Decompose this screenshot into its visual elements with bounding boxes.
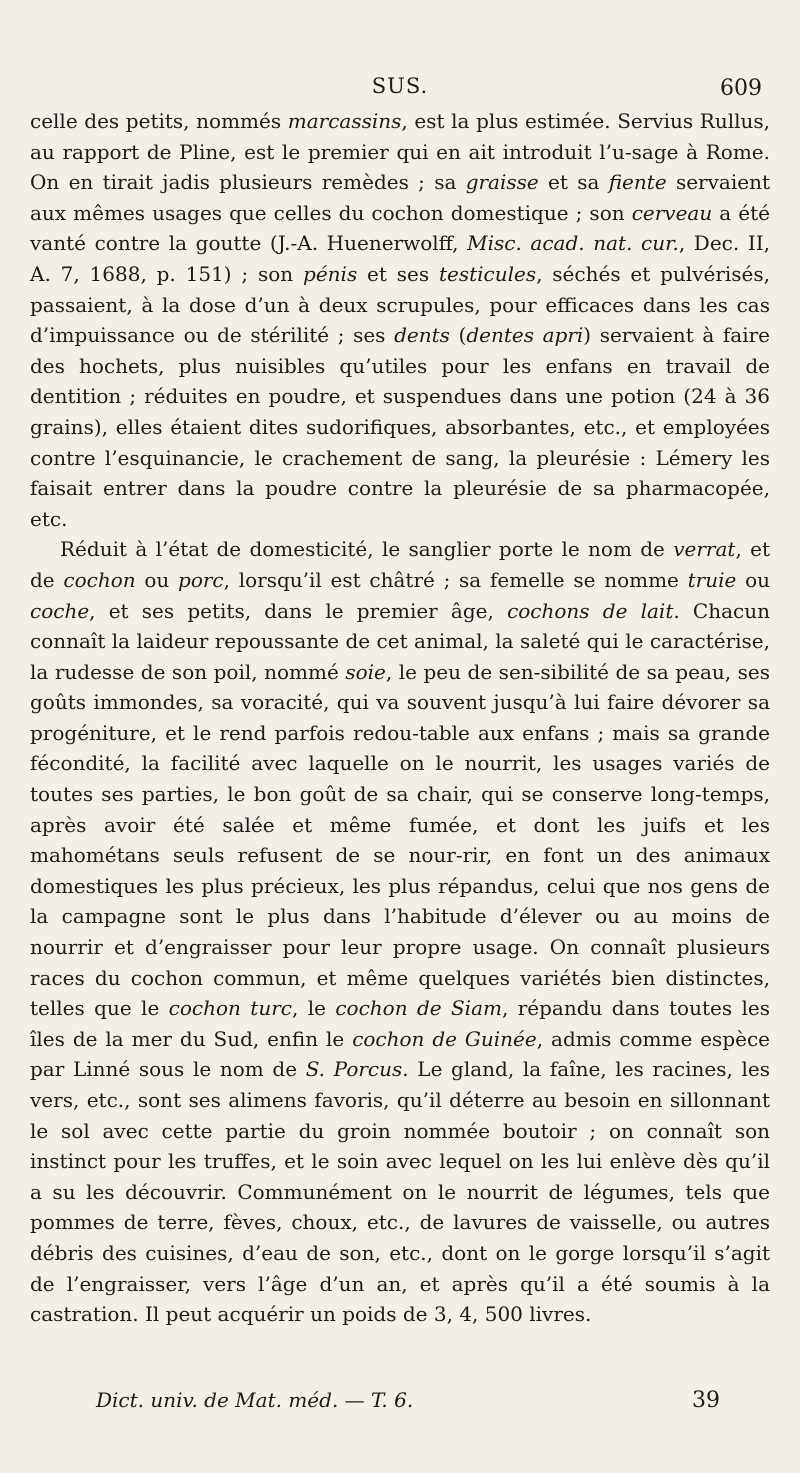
text-run: , le [291, 996, 336, 1021]
text-run: , répandu dans toutes les îles de la mer du Sud, enfin le [30, 996, 770, 1051]
italic-term: cochon turc [168, 996, 292, 1021]
italic-term: verrat [673, 537, 736, 562]
page-number: 609 [720, 76, 762, 101]
italic-term: cochon [63, 567, 136, 592]
italic-term: cochon de Siam [335, 996, 502, 1021]
italic-term: truie [687, 567, 737, 592]
text-run: servaient aux mêmes usages que celles du cochon domestique ; son [30, 170, 770, 225]
text-run: , séchés et pulvérisés, passaient, à la dose d’un à deux scrupules, pour efficaces dans les cas d’impuissance ou de stérilité ; ses [30, 261, 771, 348]
text-run: ( [449, 323, 467, 348]
running-head [30, 62, 770, 106]
italic-term: testicules [438, 261, 537, 286]
text-run: et sa [538, 170, 609, 195]
text-run: et ses [357, 261, 439, 286]
text-run: , Dec. II, A. 7, 1688, p. 151) ; son [30, 231, 770, 286]
text-run: ou [135, 567, 179, 592]
italic-term: soie [345, 659, 386, 684]
italic-term: Misc. acad. nat. cur. [467, 231, 679, 256]
italic-term: S. Porcus [305, 1057, 403, 1082]
text-run: ) servaient à faire des hochets, plus nuisibles qu’utiles pour les enfans en travail de dentition ; réduites en poudre, et suspendues dans une potion (24 à 36 grains), elles étaient dites sudorifiques, absorbantes, etc., et employées contre l’esquinancie, le crachement de sang, la pleurésie : Lémery les faisait entrer dans la poudre contre la pleurésie de sa pharmacopée, etc. [30, 323, 770, 531]
page-footer [96, 1388, 720, 1412]
body-text [30, 106, 770, 1330]
italic-term: graisse [465, 170, 539, 195]
text-run: , et de [30, 537, 771, 592]
italic-term: coche [30, 598, 90, 623]
signature-mark: 39 [692, 1388, 720, 1413]
text-run: , le peu de sen-sibilité de sa peau, ses goûts immondes, sa voracité, qui va souvent jusqu’à lui faire dévorer sa progéniture, et le rend parfois redou-table aux enfans ; mais sa grande fécondité, la facilité avec laquelle on le nourrit, les usages variés de toutes ses parties, le bon goût de sa chair, qui se conserve long-temps, après avoir été salée et même fumée, et dont les juifs et les mahométans seuls refusent de se nour-rir, en font un des animaux domestiques les plus précieux, les plus répandus, celui que nos gens de la campagne sont le plus dans l’habitude d’élever ou au moins de nourrir et d’engraisser pour leur propre usage. On connaît plusieurs races du cochon commun, et même quelques variétés bien distinctes, telles que le [30, 659, 770, 1021]
italic-term: dentes apri [466, 323, 584, 348]
running-title: SUS. [371, 74, 429, 98]
text-run: . Le gland, la faîne, les racines, les vers, etc., sont ses alimens favoris, qu’il déterre au besoin en sillonnant le sol avec cette partie du groin nommée boutoir ; on connaît son instinct pour les truffes, et le soin avec lequel on les lui enlève dès qu’il a su les découvrir. Communément on le nourrit de légumes, tels que pommes de terre, fèves, choux, etc., de lavures de vaisselle, ou autres débris des cuisines, d’eau de son, etc., dont on le gorge lorsqu’il s’agit de l’engraisser, vers l’âge d’un an, et après qu’il a été soumis à la castration. Il peut acquérir un poids de 3, 4, 500 livres. [30, 1057, 771, 1327]
italic-term: pénis [303, 261, 358, 286]
paragraph-2 [30, 534, 770, 1329]
text-run: celle des petits, nommés [30, 109, 288, 133]
italic-term: porc [178, 567, 224, 592]
italic-term: fiente [608, 170, 667, 195]
text-run: . Chacun connaît la laideur repoussante de cet animal, la saleté qui le caractérise, la rudesse de son poil, nommé [30, 598, 770, 684]
text-run: , est la plus estimée. Servius Rullus, au rapport de Pline, est le premier qui en ait introduit l’u-sage à Rome. On en tirait jadis plusieurs remèdes ; sa [30, 109, 770, 195]
italic-term: marcassins [287, 109, 402, 133]
paragraph-1 [30, 106, 770, 534]
italic-term: dents [394, 323, 450, 348]
italic-term: cochon de Guinée [352, 1026, 537, 1051]
italic-term: cerveau [631, 200, 713, 225]
text-run: , admis comme espèce par Linné sous le nom de [30, 1026, 770, 1082]
italic-term: cochons de lait [507, 598, 674, 623]
footer-imprint: Dict. univ. de Mat. méd. — T. 6. [96, 1388, 414, 1412]
text-run: ou [736, 567, 770, 592]
text-run: a été vanté contre la goutte (J.-A. Huenerwolff, [30, 200, 770, 256]
text-run: , et ses petits, dans le premier âge, [89, 598, 508, 623]
text-run: , lorsqu’il est châtré ; sa femelle se nomme [223, 567, 688, 592]
text-run: Réduit à l’état de domesticité, le sanglier porte le nom de [60, 537, 674, 562]
